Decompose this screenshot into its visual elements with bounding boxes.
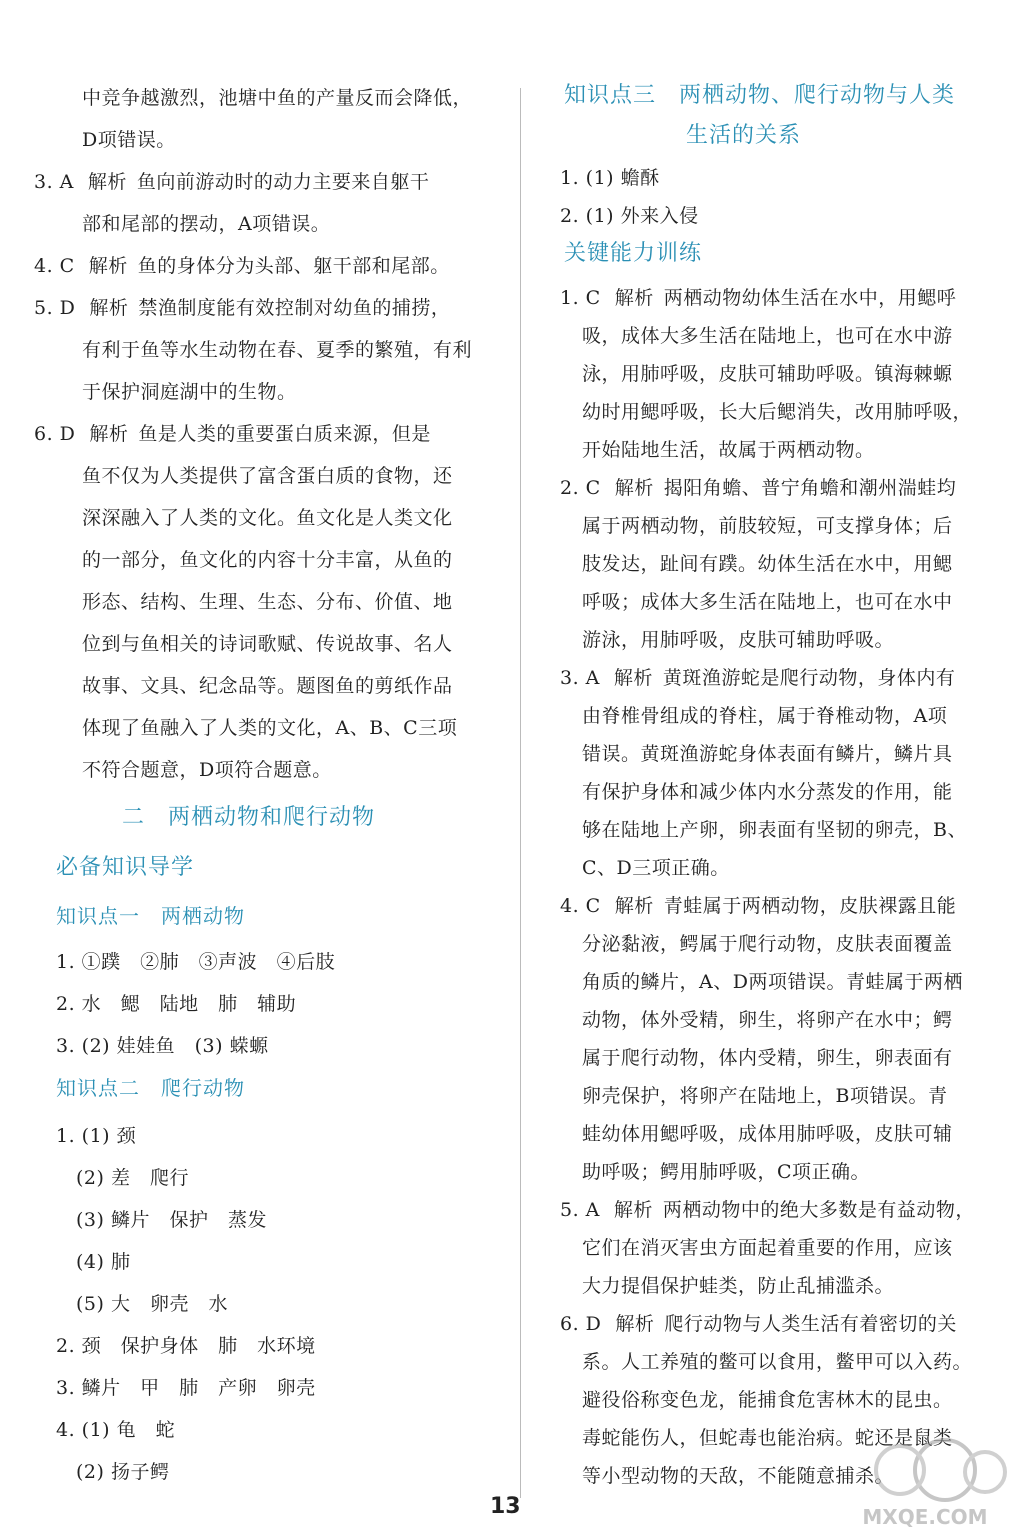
list-item: 2. 水 鳃 陆地 肺 辅助 [56,993,297,1015]
heading-kp2: 知识点二 爬行动物 [56,1076,245,1100]
text-line: 由脊椎骨组成的脊柱，属于脊椎动物，A项 [582,705,948,727]
text-line: 助呼吸；鳄用肺呼吸，C项正确。 [582,1161,871,1183]
list-item: (2) 差 爬行 [76,1167,189,1189]
text-line: 不符合题意，D项符合题意。 [82,759,332,781]
text-line: 大力提倡保护蛙类，防止乱捕滥杀。 [582,1275,895,1297]
text-line: 故事、文具、纪念品等。题图鱼的剪纸作品 [82,675,453,697]
list-item: 4. (1) 龟 蛇 [56,1419,176,1441]
list-item: 2. (1) 外来入侵 [560,205,699,227]
text-line: 泳，用肺呼吸，皮肤可辅助呼吸。镇海棘螈 [582,363,953,385]
text-line: 有保护身体和减少体内水分蒸发的作用，能 [582,781,953,803]
watermark-logo [840,1430,1010,1530]
text-line: 够在陆地上产卵，卵表面有坚韧的卵壳，B、 [582,819,967,841]
answer-4: 4. C 解析 鱼的身体分为头部、躯干部和尾部。 [34,255,450,277]
answer-6: 6. D 解析 鱼是人类的重要蛋白质来源，但是 [34,423,431,445]
text-line: 幼时用鳃呼吸，长大后鳃消失，改用肺呼吸， [582,401,973,423]
answer-3: 3. A 解析 鱼向前游动时的动力主要来自躯干 [34,171,430,193]
list-item: 1. (1) 蟾酥 [560,167,660,189]
list-item: (4) 肺 [76,1251,131,1273]
text-line: 毒蛇能伤人，但蛇毒也能治病。蛇还是鼠类 [582,1427,953,1449]
list-item: (3) 鳞片 保护 蒸发 [76,1209,267,1231]
page-number: 13 [490,1494,521,1519]
text-line: 等小型动物的天敌，不能随意捕杀。 [582,1465,895,1487]
text-line: 属于两栖动物，前肢较短，可支撑身体；后 [582,515,953,537]
text-line: 肢发达，趾间有蹼。幼体生活在水中，用鳃 [582,553,953,575]
text-line: 它们在消灭害虫方面起着重要的作用，应该 [582,1237,953,1259]
list-item: 1. (1) 颈 [56,1125,137,1147]
text-line: 属于爬行动物，体内受精，卵生，卵表面有 [582,1047,953,1069]
heading-kp3: 知识点三 两栖动物、爬行动物与人类 [564,83,956,108]
text-line: 有利于鱼等水生动物在春、夏季的繁殖，有利 [82,339,473,361]
heading-guide: 必备知识导学 [56,855,195,880]
answer-5: 5. A 解析 两栖动物中的绝大多数是有益动物， [560,1199,975,1221]
text-line: 卵壳保护，将卵产在陆地上，B项错误。青 [582,1085,948,1107]
answer-6: 6. D 解析 爬行动物与人类生活有着密切的关 [560,1313,957,1335]
answer-3: 3. A 解析 黄斑渔游蛇是爬行动物，身体内有 [560,667,956,689]
text-line: 位到与鱼相关的诗词歌赋、传说故事、名人 [82,633,453,655]
watermark-text: MXQE.COM [862,1505,988,1529]
column-divider [520,88,521,1498]
text-line: 蛙幼体用鳃呼吸，成体用肺呼吸，皮肤可辅 [582,1123,953,1145]
text-line: 错误。黄斑渔游蛇身体表面有鳞片，鳞片具 [582,743,953,765]
text-line: 部和尾部的摆动，A项错误。 [82,213,331,235]
list-item: 3. 鳞片 甲 肺 产卵 卵壳 [56,1377,316,1399]
text-line: 中竞争越激烈，池塘中鱼的产量反而会降低， [82,87,473,109]
text-line: 游泳，用肺呼吸，皮肤可辅助呼吸。 [582,629,895,651]
list-item: (5) 大 卵壳 水 [76,1293,228,1315]
text-line: 于保护洞庭湖中的生物。 [82,381,297,403]
text-line: 避役俗称变色龙，能捕食危害林木的昆虫。 [582,1389,953,1411]
section-title: 二 两栖动物和爬行动物 [122,805,376,830]
text-line: 呼吸；成体大多生活在陆地上，也可在水中 [582,591,953,613]
heading-kp1: 知识点一 两栖动物 [56,904,245,928]
text-line: D项错误。 [82,129,176,151]
text-line: 分泌黏液，鳄属于爬行动物，皮肤表面覆盖 [582,933,953,955]
text-line: 动物，体外受精，卵生，将卵产在水中；鳄 [582,1009,953,1031]
list-item: (2) 扬子鳄 [76,1461,170,1483]
text-line: 吸，成体大多生活在陆地上，也可在水中游 [582,325,953,347]
text-line: 鱼不仅为人类提供了富含蛋白质的食物，还 [82,465,453,487]
text-line: 体现了鱼融入了人类的文化，A、B、C三项 [82,717,458,739]
text-line: 深深融入了人类的文化。鱼文化是人类文化 [82,507,453,529]
heading-kp3-cont: 生活的关系 [686,123,802,148]
list-item: 1. ①蹼 ②肺 ③声波 ④后肢 [56,951,336,973]
text-line: C、D三项正确。 [582,857,730,879]
answer-1: 1. C 解析 两栖动物幼体生活在水中，用鳃呼 [560,287,957,309]
heading-training: 关键能力训练 [564,241,703,266]
text-line: 形态、结构、生理、生态、分布、价值、地 [82,591,453,613]
list-item: 2. 颈 保护身体 肺 水环境 [56,1335,316,1357]
answer-4: 4. C 解析 青蛙属于两栖动物，皮肤裸露且能 [560,895,957,917]
text-line: 的一部分，鱼文化的内容十分丰富，从鱼的 [82,549,453,571]
text-line: 系。人工养殖的鳖可以食用，鳖甲可以入药。 [582,1351,973,1373]
answer-2: 2. C 解析 揭阳角蟾、普宁角蟾和潮州湍蛙均 [560,477,957,499]
answer-5: 5. D 解析 禁渔制度能有效控制对幼鱼的捕捞， [34,297,451,319]
text-line: 角质的鳞片，A、D两项错误。青蛙属于两栖 [582,971,963,993]
text-line: 开始陆地生活，故属于两栖动物。 [582,439,875,461]
list-item: 3. (2) 娃娃鱼 (3) 蝾螈 [56,1035,269,1057]
